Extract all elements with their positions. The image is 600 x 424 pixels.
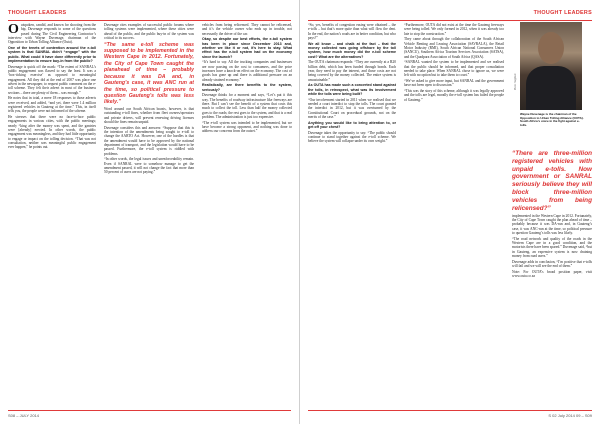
paragraph-text: Note: For OUTA’s broad position paper, visit www.outa.co.za <box>512 269 592 279</box>
footer-folio: S08 – JULY 2014 <box>8 413 39 418</box>
portrait-photo <box>520 22 582 110</box>
interview-question <box>308 83 396 96</box>
header-rule <box>8 6 291 21</box>
paragraph-text: Duvenage cites examples of successful public forums where tolling systems were implemented, where these cities were ahead of the public, and the public buy-in of the system was critical to its success. <box>104 23 194 41</box>
portrait-head <box>538 32 564 64</box>
interview-question <box>202 83 292 92</box>
paragraph-text: Okay, so despite our best efforts, the e-toll system has been in place since December 2013 and, whether we like it or not, it’s here to stay. What effect has the e-toll system had on the economy since the launch? <box>202 37 292 59</box>
header-rule <box>308 6 592 21</box>
article-column-4 <box>308 23 396 403</box>
body-paragraph <box>404 37 504 59</box>
section-kicker: THOUGHT LEADERS <box>8 10 67 16</box>
paragraph-text: “We’ve asked to give more input, but SANRAL and the government have not been open to discussion.” <box>404 79 504 88</box>
paragraph-text: “So, yes, benefits of congestion easing were obtained – the e-tolls – but that’s more quite than what will flow the dent. In the end, the nation’s roads are in better condition, but who pays?” <box>308 23 396 41</box>
body-paragraph <box>512 237 592 259</box>
body-paragraph <box>8 65 96 95</box>
body-paragraph <box>404 79 504 88</box>
footer-folio: S 02 July 2014 09 – S09 <box>548 413 592 418</box>
interview-question <box>8 46 96 63</box>
paragraph-text: Duvenage thinks for a moment and says, “Let’s put it this way. The benefits of roadway infrastructure like freeways are there. But I can’t see the benefit of a system that costs this much to collect the toll. Less than half the money collected goes to the roads; the rest goes to the system, and that is a real problem. The administration is just too expensive. <box>202 93 292 120</box>
paragraph-text: “The e-toll system was intended to be implemented, but we have become a strong opponent, and nothing was done to address our concerns from the outset.” <box>202 120 292 134</box>
body-paragraph <box>202 121 292 134</box>
section-kicker: THOUGHT LEADERS <box>533 10 592 16</box>
article-column-5 <box>404 23 504 403</box>
interview-question <box>308 42 396 59</box>
paragraph-text: implemented in the Western Cape in 2012. Fortunately, the City of Cape Town caught the plan ahead of time – probably because it was DA-run and, in Gauteng’s case, it was ANC-run at the time, so political pressure to question Gauteng’s tolls was less likely. <box>512 213 592 236</box>
article-column-3 <box>202 23 292 403</box>
paragraph-text: Realistically, are there benefits to the system, seriously? <box>202 83 292 92</box>
body-paragraph <box>404 89 504 102</box>
body-paragraph <box>308 131 396 144</box>
body-paragraph <box>202 93 292 119</box>
article-column-1 <box>8 23 96 403</box>
body-paragraph <box>308 98 396 120</box>
paragraph-text: Duvenage considers this and answers: “Suppose that this is the intention of the amendments being sought to e-toll to change the AARTO Act. However, one of the hurdles is that the amendment would have to be approved by the national department of transport, and the legislation would have to be passed. Furthermore, the e-toll system is riddled with problems. <box>104 125 194 156</box>
body-paragraph <box>104 23 194 40</box>
body-paragraph <box>104 107 194 124</box>
body-paragraph <box>308 60 396 82</box>
body-paragraph <box>512 214 592 236</box>
paragraph-text: “There are three-million registered vehicles with unpaid e-tolls. Now government or SANRAL seriously believe they will block three-million vehicles from being relicensed?” <box>512 150 592 212</box>
body-paragraph <box>8 96 96 113</box>
body-paragraph <box>512 270 592 279</box>
paragraph-text: We all know – and chalk at the fact – that the money collected was going offshore by the toll system, how much money did the e-toll scheme cost? What are the alternatives? <box>308 41 396 59</box>
paragraph-text: Word around our South African boasts, however, is that outstanding e-toll fines, whether from fleet owners/operators and private drivers, will prevent renewing driving licenses should the fines remain unpaid. <box>104 107 194 125</box>
body-paragraph <box>104 126 194 156</box>
body-paragraph <box>202 60 292 82</box>
interview-question <box>202 37 292 59</box>
article-column-2 <box>104 23 194 403</box>
photo-caption <box>520 113 586 128</box>
paragraph-text: “Furthermore, OUTA did not exist at the time the Gauteng freeways were being tolled. We only formed in 2012, when it was already too late to stop the construction.” <box>404 23 504 36</box>
paragraph-text: “In other words, the legal issues and unenforceability remain. Even if SANRAL were to somehow manage to get the amendment passed, it will not change the fact that more than 50 percent of users are not paying.” <box>104 157 194 175</box>
paragraph-text: “Our involvement started in 2011 when we realised that we needed a court interdict to stop the tolls. The court granted the interdict in 2012, but it was overturned by the Constitutional Court on procedural grounds, not on the merits of the case.” <box>308 97 396 120</box>
paragraph-text: utspoken, candid, and known for shooting from the hip, Duvenage responds to some of the questions posed during The Civil Engineering Contractor’s interview with Wayne Duvenage, chairman of the Opposition to Urban Tolling Alliance (Outa). <box>8 23 96 45</box>
paragraph-text: Duvenage adds in conclusion, “I’m positive that e-tolls will fail and we will see the end of them.” <box>512 259 592 269</box>
body-paragraph <box>202 23 292 36</box>
paragraph-text: “The road network and quality of the roads in the Western Cape are in a good condition, and the motorists there have been spared.” Duvenage said, “but in Gauteng, an expensive system is now draining money from road users.” <box>512 236 592 259</box>
body-paragraph <box>512 260 592 269</box>
paragraph-text: They came about through the collaboration of the South African Vehicle Renting and Leasing Association (SAVRALA), the Retail Motor Industry (RMI), South African National Consumers Union (SANCU), Southern Africa Tourism Services Association (SATSA), and the Quadpara Association of South Africa (QASA). <box>404 37 504 59</box>
paragraph-text: vehicles from being relicensed. They cannot be relicensed, and it’s the vehicle owner who ends up in trouble, not necessarily the driver of the car. <box>202 23 292 36</box>
paragraph-text: He stresses that there were no face-to-face public engagements in various cities, with the public meetings; nearly “king after the money was spent, and the gantries were [already] erected. In other words, the public engagement was meaningless, and they had little opportunity to engage or impact on the tolling decision. “That was not consultation, neither was meaningful public engagement ever happen,” he points out. <box>8 115 96 150</box>
paragraph-text: “SANRAL wanted the system to be implemented and we realised that the public should be informed, and that proper consultation needed to take place. When SANRAL chose to ignore us, we were left with no option but to take them to court.” <box>404 60 504 78</box>
paragraph-text: Duvenage is quick off the mark: “The extent of SANRAL’s public engagement was flawed to say the least. It was a ‘box-ticking exercise’ as opposed to meaningful engagement. All they did at the end of 2007 was place one advert in the newspaper, to request public comment on the e-toll scheme. They felt their advert in most of the business sections – there are plenty of them – was enough.” <box>8 64 96 95</box>
body-paragraph <box>404 23 504 36</box>
body-paragraph <box>308 23 396 40</box>
photo-credit: Photo: Supplied <box>515 73 517 90</box>
page-footer <box>308 410 592 419</box>
drop-cap: O <box>8 23 19 37</box>
paragraph-text: “It’s hard to say. All the trucking companies and businesses are now passing on the cost to consumers, and the price increases have a knock-on effect on the economy. The cost of goods has gone up and there is additional pressure on an already strained economy.” <box>202 60 292 82</box>
body-paragraph <box>404 60 504 77</box>
body-paragraph <box>8 115 96 150</box>
paragraph-text: One of the tenets of contention around the e-toll system is that SANRAL didn’t “engage” with the public. What could it have done differently prior to implementation to ensure buy-in from the public? <box>8 46 96 64</box>
interview-question <box>308 121 396 130</box>
paragraph-text: The OUTA chairman responds: “They are currently at a R20 billion debt, which has been funded through bonds. Each year, they need to pay the interest, and those costs are not being covered by the money collected. The entire system is unsustainable.” <box>308 60 396 82</box>
body-paragraph <box>104 157 194 174</box>
paragraph-text: Anything you would like to bring attention to, or get off your chest? <box>308 120 396 130</box>
body-paragraph <box>8 23 96 45</box>
paragraph-text: Duvenage takes the opportunity to say: “The public should continue to stand together against the e-toll scheme. We believe the system will collapse under its own weight.” <box>308 130 396 144</box>
caption-text: Wayne Duvenage is the chairman of the Opposition to Urban Tolling Alliance (OUTA). South Africa’s voice in the fight against e-tolls. <box>520 112 584 128</box>
paragraph-text: “The same e-toll scheme was supposed to be implemented in the Western Cape in 2012. Fortunately, the City of Cape Town caught the planahead of time – probably because it was DA and, in Gauteng’s case, it was ANC run at the time, so political pressure to question Gauteng’s tolls was less likely.” <box>104 41 194 106</box>
page-footer <box>8 410 291 419</box>
paragraph-text: As OUTA has made such a concerted stand against the tolls, in retrospect, what was its involvement while the tolls were being built? <box>308 83 396 97</box>
pull-quote <box>104 42 194 106</box>
pull-quote <box>512 150 592 212</box>
article-column-6 <box>512 150 592 402</box>
paragraph-text: “This was the story of this scheme, although it was legally approved and the tolls are legal, morally the e-toll system has failed the people of Gauteng.” <box>404 89 504 102</box>
portrait-body <box>526 66 576 110</box>
paragraph-text: He notes that in total, a mere 18 responses to those adverts were received, and added, “and yet, there were 1.4 million registered vehicles in Gauteng at the time.” This, in itself tells you, the people were not informed of the scheme. <box>8 96 96 114</box>
